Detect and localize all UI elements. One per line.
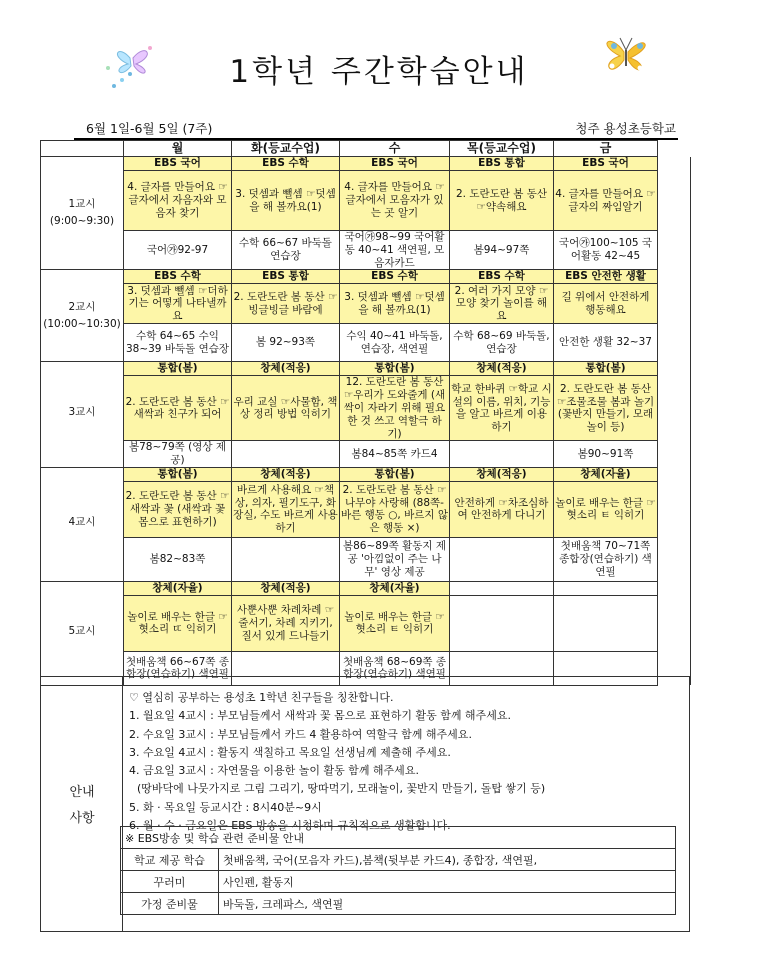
subject-cell: 창체(적응) bbox=[450, 467, 554, 481]
notes-label-line1: 안내 bbox=[69, 785, 95, 800]
school-name: 청주 용성초등학교 bbox=[575, 121, 676, 136]
pages-cell: 수학 68~69 바둑돌, 연습장 bbox=[450, 324, 554, 362]
subject-cell: EBS 안전한 생활 bbox=[554, 270, 658, 284]
subject-cell: 창체(적응) bbox=[450, 362, 554, 376]
pages-cell: 첫배움책 68~69쪽 종합장(연습하기) 색연필 bbox=[340, 651, 450, 685]
note-item: (땅바닥에 나뭇가지로 그림 그리기, 땅따먹기, 모래놀이, 꽃반지 만들기, 돌탑 쌓기 등) bbox=[137, 782, 546, 796]
note-item: 4. 금요일 3교시 : 자연물을 이용한 놀이 활동 함께 해주세요. bbox=[129, 764, 419, 778]
pages-cell: 봄90~91쪽 bbox=[554, 441, 658, 468]
notes-list bbox=[129, 689, 685, 835]
prep-value: 사인펜, 활동지 bbox=[219, 871, 676, 893]
content-cell: 2. 도란도란 봄 동산 ☞새싹과 꽃 (새싹과 꽃 몸으로 표현하기) bbox=[124, 481, 232, 537]
subject-cell: 통합(봄) bbox=[124, 362, 232, 376]
period-name: 4교시 bbox=[68, 516, 96, 529]
content-cell: 2. 도란도란 봄 동산 ☞약속해요 bbox=[450, 171, 554, 231]
pages-cell: 수학 66~67 바둑돌 연습장 bbox=[232, 231, 340, 270]
pages-cell bbox=[232, 441, 340, 468]
content-cell: 12. 도란도란 봄 동산 ☞우리가 도와줄게 (새싹이 자라기 위해 필요한 것 쓰고 역할극 하기) bbox=[340, 376, 450, 441]
pages-cell bbox=[450, 537, 554, 581]
content-cell: 놀이로 배우는 한글 ☞혓소리 ㅌ 익히기 bbox=[554, 481, 658, 537]
content-cell bbox=[450, 595, 554, 651]
subject-cell: EBS 통합 bbox=[450, 157, 554, 171]
period-cell bbox=[41, 157, 124, 270]
content-cell: 2. 도란도란 봄 동산 ☞새싹과 친구가 되어 bbox=[124, 376, 232, 441]
prep-title: ※ EBS방송 및 학습 관련 준비물 안내 bbox=[121, 827, 676, 849]
content-cell: 2. 여러 가지 모양 ☞모양 찾기 놀이를 해요 bbox=[450, 284, 554, 324]
spacer-cell bbox=[658, 581, 691, 685]
period-cell bbox=[41, 581, 124, 685]
period-name: 1교시 bbox=[68, 198, 96, 211]
note-item: ♡ 열심히 공부하는 용성초 1학년 친구들을 칭찬합니다. bbox=[129, 691, 394, 704]
note-item: 2. 수요일 3교시 : 부모님들께서 카드 4 활용하여 역할극 함께 해주세요. bbox=[129, 727, 472, 741]
content-row bbox=[41, 595, 691, 651]
subject-cell: 통합(봄) bbox=[340, 467, 450, 481]
notes-label-line2: 사항 bbox=[69, 811, 95, 826]
content-cell: 길 위에서 안전하게 행동해요 bbox=[554, 284, 658, 324]
schedule-table bbox=[40, 140, 691, 686]
period-cell bbox=[41, 270, 124, 362]
content-row bbox=[41, 171, 691, 231]
content-row bbox=[41, 376, 691, 441]
subject-cell bbox=[554, 581, 658, 595]
page-title: 1학년 주간학습안내 bbox=[229, 54, 529, 90]
prep-value: 첫배움책, 국어(모음자 카드),봄책(뒷부분 카드4), 종합장, 색연필, bbox=[219, 849, 676, 871]
subject-cell: EBS 수학 bbox=[232, 157, 340, 171]
subject-cell: EBS 국어 bbox=[340, 157, 450, 171]
content-cell: 안전하게 ☞차조심하여 안전하게 다니기 bbox=[450, 481, 554, 537]
spacer-cell bbox=[658, 362, 691, 468]
note-item: 3. 수요일 4교시 : 활동지 색칠하고 목요일 선생님께 제출해 주세요. bbox=[129, 745, 451, 759]
subject-row bbox=[41, 581, 691, 595]
pages-cell: 봄84~85쪽 카드4 bbox=[340, 441, 450, 468]
subject-row bbox=[41, 467, 691, 481]
subject-cell: 통합(봄) bbox=[554, 362, 658, 376]
pages-row bbox=[41, 324, 691, 362]
subject-cell: EBS 수학 bbox=[450, 270, 554, 284]
note-item: 5. 화 · 목요일 등교시간 : 8시40분~9시 bbox=[129, 800, 322, 814]
day-header-row bbox=[41, 141, 691, 157]
content-cell: 바르게 사용해요 ☞책상, 의자, 필기도구, 화장실, 수도 바르게 사용하기 bbox=[232, 481, 340, 537]
period-name: 2교시 bbox=[68, 301, 96, 314]
subject-cell bbox=[450, 581, 554, 595]
prep-table bbox=[120, 826, 676, 915]
subject-row bbox=[41, 270, 691, 284]
note-item: 6. 월 · 수 · 금요일은 EBS 방송을 시청하며 규칙적으로 생활합니다. bbox=[129, 819, 451, 833]
content-cell: 우리 교실 ☞사물함, 책상 정리 방법 익히기 bbox=[232, 376, 340, 441]
pages-cell: 봄82~83쪽 bbox=[124, 537, 232, 581]
week-header bbox=[74, 118, 678, 140]
content-cell: 놀이로 배우는 한글 ☞혓소리 ㅌ 익히기 bbox=[340, 595, 450, 651]
pages-cell: 봄94~97쪽 bbox=[450, 231, 554, 270]
content-cell: 3. 덧셈과 뺄셈 ☞덧셈을 해 볼까요(1) bbox=[232, 171, 340, 231]
subject-cell: 창체(자율) bbox=[340, 581, 450, 595]
subject-cell: EBS 국어 bbox=[554, 157, 658, 171]
content-cell: 학교 한바퀴 ☞학교 시설의 이름, 위치, 기능을 알고 바르게 이용하기 bbox=[450, 376, 554, 441]
content-cell: 2. 도란도란 봄 동산 ☞조물조물 봄과 놀기(꽃반지 만들기, 모래놀이 등) bbox=[554, 376, 658, 441]
pages-row bbox=[41, 537, 691, 581]
content-cell: 4. 글자를 만들어요 ☞글자에서 자음자와 모음자 찾기 bbox=[124, 171, 232, 231]
pages-cell: 국어㉮92-97 bbox=[124, 231, 232, 270]
period-name: 3교시 bbox=[68, 406, 96, 419]
week-range: 6월 1일-6월 5일 (7주) bbox=[86, 121, 213, 136]
subject-cell: 창체(적응) bbox=[232, 467, 340, 481]
pages-row bbox=[41, 441, 691, 468]
content-row bbox=[41, 481, 691, 537]
spacer-cell bbox=[658, 157, 691, 270]
day-header: 수 bbox=[340, 141, 450, 157]
pages-cell: 첫배움책 70~71쪽 종합장(연습하기) 색연필 bbox=[554, 537, 658, 581]
prep-head: 학교 제공 학습 bbox=[121, 849, 219, 871]
pages-cell: 봄 92~93쪽 bbox=[232, 324, 340, 362]
content-cell: 2. 도란도란 봄 동산 ☞나무야 사랑해 (88쪽-바른 행동 ○, 바르지 않은 행동 ×) bbox=[340, 481, 450, 537]
pages-cell: 수익 40~41 바둑돌, 연습장, 색연필 bbox=[340, 324, 450, 362]
subject-cell: 창체(자율) bbox=[124, 581, 232, 595]
content-cell: 2. 도란도란 봄 동산 ☞빙글빙글 바람에 bbox=[232, 284, 340, 324]
subject-cell: 통합(봄) bbox=[340, 362, 450, 376]
content-cell bbox=[554, 595, 658, 651]
pages-cell: 봄78~79쪽 (영상 제공) bbox=[124, 441, 232, 468]
period-time: (9:00~9:30) bbox=[49, 215, 115, 228]
period-cell bbox=[41, 467, 124, 581]
day-header: 금 bbox=[554, 141, 658, 157]
subject-cell: EBS 통합 bbox=[232, 270, 340, 284]
subject-row bbox=[41, 157, 691, 171]
subject-cell: EBS 수학 bbox=[124, 270, 232, 284]
pages-cell: 첫배움책 66~67쪽 종합장(연습하기) 색연필 bbox=[124, 651, 232, 685]
pages-cell: 안전한 생활 32~37 bbox=[554, 324, 658, 362]
spacer-cell bbox=[658, 467, 691, 581]
subject-cell: 창체(적응) bbox=[232, 581, 340, 595]
pages-cell: 봄86~89쪽 활동지 제공 '아낌없이 주는 나무' 영상 제공 bbox=[340, 537, 450, 581]
subject-cell: 창체(적응) bbox=[232, 362, 340, 376]
period-cell bbox=[41, 362, 124, 468]
day-header: 월 bbox=[124, 141, 232, 157]
period-time: (10:00~10:30) bbox=[43, 317, 121, 330]
subject-cell: EBS 수학 bbox=[340, 270, 450, 284]
day-header: 목(등교수업) bbox=[450, 141, 554, 157]
subject-cell: EBS 국어 bbox=[124, 157, 232, 171]
corner-cell bbox=[41, 141, 124, 157]
content-row bbox=[41, 284, 691, 324]
prep-head: 가정 준비물 bbox=[121, 893, 219, 915]
subject-cell: 통합(봄) bbox=[124, 467, 232, 481]
content-cell: 사뿐사뿐 차례차례 ☞줄서기, 차례 지키기, 질서 있게 드나들기 bbox=[232, 595, 340, 651]
content-cell: 3. 덧셈과 뺄셈 ☞덧셈을 해 볼까요(1) bbox=[340, 284, 450, 324]
pages-cell: 수학 64~65 수익 38~39 바둑돌 연습장 bbox=[124, 324, 232, 362]
pages-cell bbox=[232, 537, 340, 581]
content-cell: 4. 글자를 만들어요 ☞글자의 짜임알기 bbox=[554, 171, 658, 231]
notes-label bbox=[41, 677, 123, 931]
pages-cell bbox=[450, 441, 554, 468]
pages-cell: 국어㉮100~105 국어활동 42~45 bbox=[554, 231, 658, 270]
subject-row bbox=[41, 362, 691, 376]
day-header: 화(등교수업) bbox=[232, 141, 340, 157]
content-cell: 4. 글자를 만들어요 ☞글자에서 모음자가 있는 곳 알기 bbox=[340, 171, 450, 231]
content-cell: 놀이로 배우는 한글 ☞혓소리 ㄸ 익히기 bbox=[124, 595, 232, 651]
pages-row bbox=[41, 231, 691, 270]
spacer-cell bbox=[658, 141, 691, 157]
spacer-cell bbox=[658, 270, 691, 362]
note-item: 1. 월요일 4교시 : 부모님들께서 새싹과 꽃 몸으로 표현하기 활동 함께 해주세요. bbox=[129, 709, 511, 723]
prep-head: 꾸러미 bbox=[121, 871, 219, 893]
content-cell: 3. 덧셈과 뺄셈 ☞더하기는 어떻게 나타낼까요 bbox=[124, 284, 232, 324]
pages-cell: 국어㉮98~99 국어활동 40~41 색연필, 모음자카드 bbox=[340, 231, 450, 270]
period-name: 5교시 bbox=[68, 625, 96, 638]
prep-value: 바둑돌, 크레파스, 색연필 bbox=[219, 893, 676, 915]
subject-cell: 창체(자율) bbox=[554, 467, 658, 481]
